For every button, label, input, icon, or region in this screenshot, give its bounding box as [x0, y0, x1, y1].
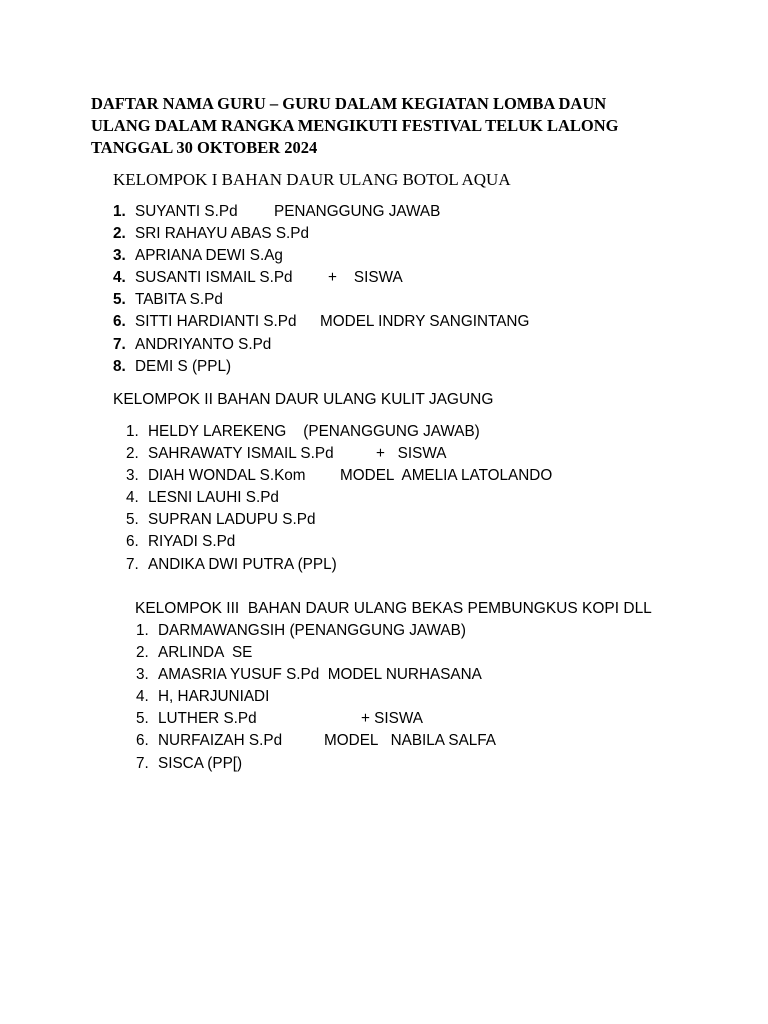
list-item [113, 358, 309, 380]
member-note: + SISWA [328, 269, 403, 287]
member-name: SUSANTI ISMAIL S.Pd [135, 269, 293, 287]
member-name: DEMI S (PPL) [135, 357, 232, 375]
list-item [126, 511, 480, 533]
member-name: AMASRIA YUSUF S.Pd MODEL NURHASANA [158, 666, 482, 684]
list-item [126, 445, 480, 467]
item-number: 4. [136, 688, 149, 706]
item-number: 4. [126, 489, 139, 507]
member-name: HELDY LAREKENG (PENANGGUNG JAWAB) [148, 423, 480, 440]
member-name: H, HARJUNIADI [158, 688, 270, 706]
member-note: MODEL NABILA SALFA [324, 732, 497, 750]
list-item [136, 666, 482, 688]
item-number: 3. [126, 467, 139, 485]
list-item [136, 688, 482, 710]
list-item [126, 533, 480, 555]
member-name: ANDIKA DWI PUTRA (PPL) [148, 555, 337, 573]
item-number: 5. [126, 511, 139, 529]
item-number: 6. [113, 313, 126, 331]
document-title [91, 93, 711, 159]
member-name: DIAH WONDAL S.Kom [148, 467, 306, 485]
item-number: 2. [136, 644, 149, 662]
item-number: 1. [126, 423, 139, 440]
member-note: PENANGGUNG JAWAB [274, 203, 441, 220]
member-name: LESNI LAUHI S.Pd [148, 489, 279, 507]
group1-list [113, 203, 530, 380]
item-number: 3. [113, 247, 126, 265]
item-number: 4. [113, 269, 126, 287]
list-item [136, 755, 482, 777]
member-name: LUTHER S.Pd [158, 710, 257, 728]
member-name: APRIANA DEWI S.Ag [135, 247, 283, 265]
list-item [136, 622, 482, 644]
group1-heading: KELOMPOK I BAHAN DAUR ULANG BOTOL AQUA [113, 170, 511, 189]
member-name: ARLINDA SE [158, 644, 253, 662]
member-name: RIYADI S.Pd [148, 533, 236, 551]
list-item [113, 225, 309, 247]
member-name: SAHRAWATY ISMAIL S.Pd [148, 445, 334, 463]
item-number: 2. [126, 445, 139, 463]
item-number: 3. [136, 666, 149, 684]
member-name: SITTI HARDIANTI S.Pd [135, 313, 297, 331]
member-name: TABITA S.Pd [135, 291, 223, 309]
member-name: SUPRAN LADUPU S.Pd [148, 511, 316, 529]
list-item [113, 291, 309, 313]
list-item [126, 423, 480, 445]
member-name: SISCA (PP[) [158, 754, 243, 772]
title-line: TANGGAL 30 OKTOBER 2024 [91, 138, 318, 157]
item-number: 2. [113, 225, 126, 243]
item-number: 1. [113, 203, 126, 220]
item-number: 5. [136, 710, 149, 728]
title-line: ULANG DALAM RANGKA MENGIKUTI FESTIVAL TELUK LALONG [91, 116, 619, 135]
list-item [113, 247, 309, 269]
title-line: DAFTAR NAMA GURU – GURU DALAM KEGIATAN LOMBA DAUN [91, 94, 607, 113]
list-item [136, 710, 482, 732]
member-name: DARMAWANGSIH (PENANGGUNG JAWAB) [158, 622, 466, 639]
member-name: SRI RAHAYU ABAS S.Pd [135, 225, 309, 243]
item-number: 7. [126, 555, 139, 573]
member-name: SUYANTI S.Pd [135, 203, 238, 220]
item-number: 6. [136, 732, 149, 750]
member-note: + SISWA [376, 445, 447, 463]
item-number: 7. [136, 754, 149, 772]
list-item [136, 732, 497, 754]
list-item [113, 336, 309, 358]
group3-list [136, 622, 497, 777]
list-item [113, 269, 403, 291]
list-item [126, 556, 480, 578]
member-note: MODEL INDRY SANGINTANG [320, 313, 530, 331]
list-item [113, 313, 530, 335]
item-number: 1. [136, 622, 149, 639]
item-number: 7. [113, 335, 126, 353]
member-name: ANDRIYANTO S.Pd [135, 335, 272, 353]
list-item [126, 489, 480, 511]
list-item [113, 203, 441, 225]
list-item [136, 644, 482, 666]
member-note: MODEL AMELIA LATOLANDO [340, 467, 553, 485]
member-name: NURFAIZAH S.Pd [158, 732, 283, 750]
member-note: + SISWA [361, 710, 423, 728]
list-item [126, 467, 553, 489]
item-number: 8. [113, 357, 126, 375]
group3-heading: KELOMPOK III BAHAN DAUR ULANG BEKAS PEMBUNGKUS KOPI DLL [135, 600, 652, 617]
group2-heading: KELOMPOK II BAHAN DAUR ULANG KULIT JAGUNG [113, 391, 494, 408]
item-number: 5. [113, 291, 126, 309]
group2-list [126, 423, 553, 578]
item-number: 6. [126, 533, 139, 551]
